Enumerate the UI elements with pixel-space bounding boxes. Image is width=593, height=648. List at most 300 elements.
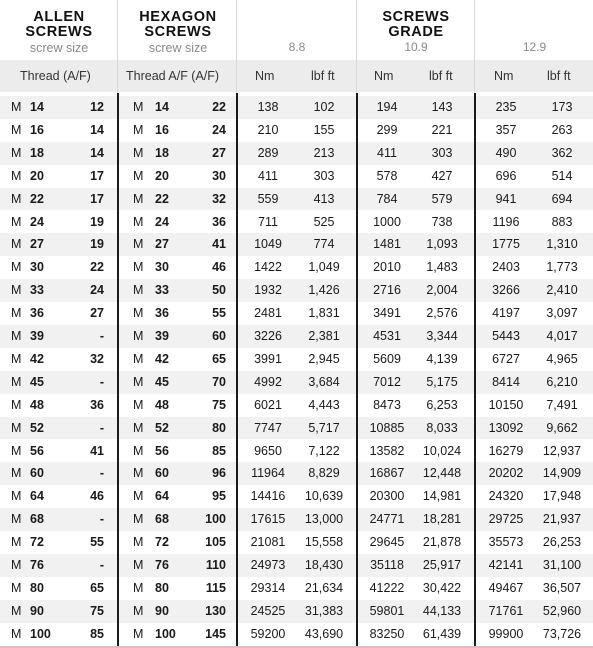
cell-n88: 411 bbox=[258, 168, 278, 183]
cell-a: 22 bbox=[30, 191, 44, 206]
cell-h: 39 bbox=[155, 329, 169, 343]
cell-m: M bbox=[11, 397, 22, 412]
table-row bbox=[0, 371, 593, 394]
cell-af: 75 bbox=[90, 603, 104, 618]
cell-n129: 490 bbox=[495, 145, 517, 160]
cell-l88: 213 bbox=[313, 145, 335, 160]
cell-l88: 21,634 bbox=[304, 580, 344, 595]
table-row bbox=[0, 302, 593, 325]
cell-a: 64 bbox=[30, 489, 44, 504]
table-row bbox=[0, 96, 593, 119]
cell-h: 90 bbox=[155, 603, 169, 618]
table-row bbox=[0, 279, 593, 302]
cell-m: M bbox=[133, 580, 144, 595]
cell-l109: 3,344 bbox=[426, 329, 458, 343]
cell-n88: 711 bbox=[258, 214, 278, 229]
cell-h: 52 bbox=[155, 420, 169, 435]
cell-l129: 73,726 bbox=[542, 626, 582, 641]
cell-l109: 2,576 bbox=[426, 306, 458, 321]
cell-l88: 8,829 bbox=[308, 466, 340, 481]
cell-h: 24 bbox=[155, 214, 169, 229]
cell-a: 36 bbox=[30, 306, 44, 321]
cell-l129: 263 bbox=[551, 122, 573, 137]
cell-n88: 210 bbox=[257, 122, 279, 137]
cell-l88: 102 bbox=[313, 100, 335, 114]
cell-h: 22 bbox=[155, 191, 169, 206]
cell-m: M bbox=[133, 145, 144, 160]
cell-l88: 15,558 bbox=[304, 535, 344, 550]
cell-a: 72 bbox=[30, 535, 44, 550]
cell-n109: 29645 bbox=[369, 535, 405, 550]
cell-m: M bbox=[11, 512, 22, 527]
cell-af: 22 bbox=[90, 260, 104, 275]
lbf-header-109: lbf ft bbox=[429, 69, 453, 83]
cell-h: 56 bbox=[155, 443, 169, 458]
cell-af: - bbox=[99, 420, 104, 435]
cell-m: M bbox=[11, 535, 22, 550]
cell-n88: 6021 bbox=[254, 397, 282, 412]
cell-a: 48 bbox=[30, 397, 44, 412]
cell-n109: 299 bbox=[376, 122, 398, 137]
cell-haf: 41 bbox=[212, 237, 226, 252]
cell-m: M bbox=[11, 214, 22, 229]
cell-haf: 100 bbox=[205, 512, 226, 527]
cell-h: 14 bbox=[155, 100, 169, 114]
cell-n88: 14416 bbox=[250, 489, 286, 504]
cell-n88: 21081 bbox=[250, 535, 286, 550]
cell-l109: 5,175 bbox=[426, 374, 458, 389]
cell-l88: 13,000 bbox=[304, 512, 344, 527]
cell-n129: 1775 bbox=[492, 237, 520, 252]
cell-l129: 3,097 bbox=[546, 306, 578, 321]
hexagon-subtitle: screw size bbox=[148, 41, 208, 55]
cell-l109: 14,981 bbox=[422, 489, 462, 504]
cell-a: 52 bbox=[30, 420, 44, 435]
table-row bbox=[0, 417, 593, 440]
cell-l109: 25,917 bbox=[422, 558, 462, 572]
cell-n129: 941 bbox=[495, 191, 517, 206]
hexagon-title-line1: HEXAGON bbox=[139, 9, 217, 25]
cell-haf: 115 bbox=[205, 580, 226, 595]
cell-l129: 26,253 bbox=[542, 535, 582, 550]
cell-a: 18 bbox=[30, 145, 44, 160]
cell-m: M bbox=[11, 420, 22, 435]
cell-af: - bbox=[99, 512, 104, 527]
cell-a: 24 bbox=[30, 214, 44, 229]
cell-haf: 75 bbox=[212, 397, 226, 412]
cell-m: M bbox=[133, 306, 144, 321]
cell-l109: 738 bbox=[431, 214, 453, 229]
cell-af: 14 bbox=[90, 145, 104, 160]
hex-thread-header: Thread A/F (A/F) bbox=[126, 69, 220, 83]
cell-m: M bbox=[11, 237, 22, 252]
cell-h: 27 bbox=[155, 237, 169, 252]
cell-m: M bbox=[133, 283, 144, 298]
cell-n109: 24771 bbox=[369, 512, 405, 527]
cell-m: M bbox=[133, 420, 144, 435]
cell-a: 42 bbox=[30, 351, 44, 366]
allen-title-line1: ALLEN bbox=[33, 9, 85, 25]
cell-n129: 71761 bbox=[488, 603, 524, 618]
cell-haf: 22 bbox=[212, 100, 226, 114]
cell-af: - bbox=[99, 466, 104, 481]
cell-l88: 4,443 bbox=[308, 397, 340, 412]
cell-af: 17 bbox=[90, 168, 104, 183]
cell-n88: 24525 bbox=[250, 603, 286, 618]
table-row bbox=[0, 325, 593, 348]
cell-a: 56 bbox=[30, 443, 44, 458]
cell-l109: 579 bbox=[431, 191, 453, 206]
table-row bbox=[0, 508, 593, 531]
cell-m: M bbox=[11, 283, 22, 298]
nm-header-109: Nm bbox=[374, 69, 394, 83]
cell-haf: 95 bbox=[212, 489, 226, 504]
cell-m: M bbox=[133, 397, 144, 412]
cell-h: 45 bbox=[155, 374, 169, 389]
cell-a: 68 bbox=[30, 512, 44, 527]
cell-n88: 138 bbox=[257, 100, 279, 114]
cell-l88: 7,122 bbox=[308, 443, 340, 458]
cell-l129: 883 bbox=[551, 214, 573, 229]
table-row bbox=[0, 256, 593, 279]
cell-l129: 514 bbox=[551, 168, 573, 183]
cell-m: M bbox=[133, 558, 144, 572]
cell-l129: 12,937 bbox=[542, 443, 582, 458]
cell-l88: 155 bbox=[313, 122, 335, 137]
cell-n109: 5609 bbox=[373, 351, 401, 366]
cell-m: M bbox=[11, 191, 22, 206]
cell-l88: 413 bbox=[313, 191, 335, 206]
table-row bbox=[0, 233, 593, 256]
table-row bbox=[0, 119, 593, 142]
allen-title-line2: SCREWS bbox=[25, 24, 93, 40]
cell-haf: 50 bbox=[212, 283, 226, 298]
cell-l109: 427 bbox=[431, 168, 453, 183]
cell-n129: 24320 bbox=[488, 489, 524, 504]
cell-m: M bbox=[11, 580, 22, 595]
cell-haf: 60 bbox=[212, 329, 226, 343]
cell-n88: 559 bbox=[257, 191, 279, 206]
cell-h: 20 bbox=[155, 168, 169, 183]
grade-10-9: 10.9 bbox=[404, 40, 428, 54]
column-divider bbox=[117, 93, 119, 648]
cell-l88: 43,690 bbox=[304, 626, 344, 641]
cell-af: 65 bbox=[90, 580, 104, 595]
cell-af: 12 bbox=[90, 100, 104, 114]
cell-n109: 2010 bbox=[373, 260, 401, 275]
cell-m: M bbox=[133, 100, 144, 114]
cell-n129: 10150 bbox=[488, 397, 524, 412]
allen-thread-header: Thread (A/F) bbox=[20, 69, 91, 83]
cell-h: 33 bbox=[155, 283, 169, 298]
cell-n129: 99900 bbox=[488, 626, 524, 641]
cell-m: M bbox=[133, 329, 144, 343]
cell-n129: 4197 bbox=[492, 306, 520, 321]
cell-n88: 2481 bbox=[254, 306, 282, 321]
cell-l129: 362 bbox=[551, 145, 573, 160]
cell-n129: 235 bbox=[495, 100, 517, 114]
cell-n109: 20300 bbox=[369, 489, 405, 504]
cell-l109: 1,483 bbox=[426, 260, 458, 275]
cell-n109: 7012 bbox=[373, 374, 401, 389]
cell-n109: 8473 bbox=[373, 397, 401, 412]
cell-af: 41 bbox=[90, 443, 104, 458]
cell-haf: 32 bbox=[212, 191, 226, 206]
cell-haf: 36 bbox=[212, 214, 226, 229]
cell-n109: 35118 bbox=[370, 558, 404, 572]
cell-af: 17 bbox=[90, 191, 104, 206]
cell-l129: 1,773 bbox=[546, 260, 578, 275]
cell-l88: 31,383 bbox=[304, 603, 344, 618]
cell-n129: 13092 bbox=[488, 420, 524, 435]
cell-l109: 2,004 bbox=[426, 283, 458, 298]
cell-m: M bbox=[11, 100, 22, 114]
cell-n109: 1481 bbox=[373, 237, 401, 252]
cell-l129: 36,507 bbox=[542, 580, 582, 595]
table-row bbox=[0, 531, 593, 554]
cell-l109: 18,281 bbox=[422, 512, 462, 527]
cell-l88: 18,430 bbox=[304, 558, 344, 572]
cell-l88: 303 bbox=[313, 168, 335, 183]
cell-m: M bbox=[11, 122, 22, 137]
table-row bbox=[0, 623, 593, 646]
cell-m: M bbox=[11, 374, 22, 389]
cell-l129: 4,965 bbox=[546, 351, 578, 366]
cell-l109: 30,422 bbox=[422, 580, 462, 595]
cell-l129: 14,909 bbox=[542, 466, 582, 481]
cell-n88: 7747 bbox=[254, 420, 282, 435]
cell-af: 19 bbox=[90, 214, 104, 229]
cell-l109: 6,253 bbox=[426, 397, 458, 412]
cell-n129: 2403 bbox=[492, 260, 520, 275]
table-row bbox=[0, 165, 593, 188]
cell-a: 27 bbox=[30, 237, 44, 252]
cell-haf: 105 bbox=[205, 535, 226, 550]
grade-12-9: 12.9 bbox=[522, 40, 547, 54]
cell-l109: 21,878 bbox=[422, 535, 462, 550]
cell-n88: 1049 bbox=[254, 237, 282, 252]
grade-title-line2: GRADE bbox=[388, 24, 444, 40]
cell-af: - bbox=[99, 329, 104, 343]
grade-title-line1: SCREWS bbox=[382, 9, 450, 25]
table-row bbox=[0, 462, 593, 485]
table-row bbox=[0, 394, 593, 417]
cell-n88: 1932 bbox=[254, 283, 282, 298]
table-row bbox=[0, 188, 593, 211]
cell-l129: 9,662 bbox=[546, 420, 578, 435]
table-row bbox=[0, 600, 593, 623]
cell-m: M bbox=[133, 374, 144, 389]
cell-m: M bbox=[133, 512, 144, 527]
cell-a: 90 bbox=[30, 603, 44, 618]
cell-n88: 17615 bbox=[250, 512, 286, 527]
cell-a: 45 bbox=[30, 374, 44, 389]
cell-haf: 70 bbox=[212, 374, 226, 389]
cell-l88: 1,426 bbox=[308, 283, 340, 298]
cell-h: 18 bbox=[155, 145, 169, 160]
cell-l109: 44,133 bbox=[422, 603, 462, 618]
cell-af: 85 bbox=[90, 626, 104, 641]
cell-haf: 110 bbox=[205, 558, 226, 572]
cell-af: 36 bbox=[90, 397, 104, 412]
cell-m: M bbox=[133, 626, 144, 641]
cell-n109: 13582 bbox=[369, 443, 405, 458]
cell-n88: 59200 bbox=[250, 626, 286, 641]
cell-m: M bbox=[11, 603, 22, 618]
cell-haf: 30 bbox=[212, 168, 226, 183]
cell-n129: 357 bbox=[495, 122, 517, 137]
cell-m: M bbox=[133, 603, 144, 618]
cell-n109: 83250 bbox=[369, 626, 405, 641]
cell-n88: 9650 bbox=[254, 443, 282, 458]
cell-l88: 525 bbox=[313, 214, 335, 229]
cell-af: 19 bbox=[90, 237, 104, 252]
cell-h: 72 bbox=[155, 535, 169, 550]
cell-haf: 46 bbox=[212, 260, 226, 275]
cell-h: 80 bbox=[155, 580, 169, 595]
cell-a: 20 bbox=[30, 168, 44, 183]
cell-l129: 7,491 bbox=[546, 397, 578, 412]
table-row bbox=[0, 577, 593, 600]
cell-m: M bbox=[133, 351, 144, 366]
cell-l109: 8,033 bbox=[426, 420, 458, 435]
hexagon-title-line2: SCREWS bbox=[144, 24, 212, 40]
cell-n129: 696 bbox=[495, 168, 517, 183]
cell-a: 39 bbox=[30, 329, 44, 343]
cell-a: 14 bbox=[30, 100, 44, 114]
cell-h: 76 bbox=[155, 558, 169, 572]
table-row bbox=[0, 485, 593, 508]
allen-header bbox=[0, 0, 118, 58]
cell-n129: 29725 bbox=[488, 512, 524, 527]
cell-h: 16 bbox=[155, 122, 169, 137]
hexagon-header bbox=[119, 0, 237, 58]
cell-af: - bbox=[99, 558, 104, 572]
cell-m: M bbox=[133, 237, 144, 252]
cell-haf: 24 bbox=[212, 122, 226, 137]
cell-m: M bbox=[133, 535, 144, 550]
cell-l109: 221 bbox=[431, 122, 453, 137]
cell-n109: 4531 bbox=[373, 329, 401, 343]
lbf-header-129: lbf ft bbox=[547, 69, 571, 83]
cell-l109: 61,439 bbox=[422, 626, 462, 641]
cell-n129: 5443 bbox=[492, 329, 520, 343]
cell-haf: 145 bbox=[205, 626, 226, 641]
cell-a: 30 bbox=[30, 260, 44, 275]
cell-l129: 2,410 bbox=[546, 283, 578, 298]
cell-l109: 12,448 bbox=[422, 466, 462, 481]
cell-l129: 6,210 bbox=[546, 374, 578, 389]
cell-l88: 3,684 bbox=[308, 374, 340, 389]
cell-l129: 31,100 bbox=[542, 558, 582, 572]
grade-8-8: 8.8 bbox=[288, 40, 306, 54]
cell-l88: 10,639 bbox=[304, 489, 344, 504]
cell-m: M bbox=[11, 626, 22, 641]
cell-n109: 3491 bbox=[373, 306, 401, 321]
table-row bbox=[0, 211, 593, 234]
cell-n109: 10885 bbox=[369, 420, 405, 435]
table-row bbox=[0, 440, 593, 463]
cell-h: 68 bbox=[155, 512, 169, 527]
column-divider bbox=[236, 93, 238, 648]
cell-n109: 1000 bbox=[373, 214, 401, 229]
cell-m: M bbox=[133, 260, 144, 275]
cell-m: M bbox=[11, 145, 22, 160]
cell-m: M bbox=[133, 191, 144, 206]
cell-m: M bbox=[11, 329, 22, 343]
cell-m: M bbox=[133, 489, 144, 504]
cell-n88: 1422 bbox=[254, 260, 282, 275]
cell-n109: 41222 bbox=[369, 580, 405, 595]
column-divider bbox=[474, 93, 476, 648]
cell-h: 42 bbox=[155, 351, 169, 366]
cell-m: M bbox=[11, 443, 22, 458]
cell-n129: 35573 bbox=[488, 535, 524, 550]
cell-n109: 59801 bbox=[369, 603, 405, 618]
cell-m: M bbox=[133, 122, 144, 137]
cell-m: M bbox=[133, 168, 144, 183]
cell-l109: 1,093 bbox=[426, 237, 458, 252]
cell-a: 80 bbox=[30, 580, 44, 595]
cell-h: 48 bbox=[155, 397, 169, 412]
cell-n129: 1196 bbox=[492, 214, 520, 229]
cell-n129: 6727 bbox=[492, 351, 520, 366]
cell-l109: 143 bbox=[431, 100, 453, 114]
cell-haf: 55 bbox=[212, 306, 226, 321]
column-header-band bbox=[0, 60, 593, 92]
cell-l129: 173 bbox=[551, 100, 573, 114]
cell-m: M bbox=[11, 466, 22, 481]
cell-n88: 24973 bbox=[250, 558, 286, 572]
cell-h: 64 bbox=[155, 489, 169, 504]
cell-a: 60 bbox=[30, 466, 44, 481]
table-row bbox=[0, 348, 593, 371]
cell-n88: 3226 bbox=[254, 329, 282, 343]
cell-l129: 4,017 bbox=[546, 329, 578, 343]
cell-m: M bbox=[11, 306, 22, 321]
cell-n88: 3991 bbox=[254, 351, 282, 366]
cell-l88: 1,831 bbox=[308, 306, 340, 321]
cell-n109: 784 bbox=[376, 191, 398, 206]
cell-a: 76 bbox=[30, 558, 44, 572]
cell-af: 46 bbox=[90, 489, 104, 504]
cell-h: 100 bbox=[155, 626, 176, 641]
cell-n129: 16279 bbox=[488, 443, 524, 458]
cell-haf: 27 bbox=[212, 145, 226, 160]
cell-m: M bbox=[133, 466, 144, 481]
table-row bbox=[0, 554, 593, 577]
cell-haf: 130 bbox=[205, 603, 226, 618]
cell-af: 27 bbox=[90, 306, 104, 321]
cell-n109: 411 bbox=[377, 145, 397, 160]
cell-l129: 52,960 bbox=[542, 603, 582, 618]
cell-a: 100 bbox=[30, 626, 51, 641]
cell-haf: 85 bbox=[212, 443, 226, 458]
cell-n129: 20202 bbox=[488, 466, 524, 481]
cell-h: 36 bbox=[155, 306, 169, 321]
cell-m: M bbox=[11, 489, 22, 504]
cell-n109: 578 bbox=[376, 168, 398, 183]
cell-a: 33 bbox=[30, 283, 44, 298]
table-row bbox=[0, 142, 593, 165]
cell-l88: 774 bbox=[313, 237, 335, 252]
cell-l88: 2,381 bbox=[308, 329, 340, 343]
cell-l109: 4,139 bbox=[426, 351, 458, 366]
cell-af: 24 bbox=[90, 283, 104, 298]
cell-l129: 21,937 bbox=[542, 512, 582, 527]
cell-af: 14 bbox=[90, 122, 104, 137]
cell-h: 30 bbox=[155, 260, 169, 275]
